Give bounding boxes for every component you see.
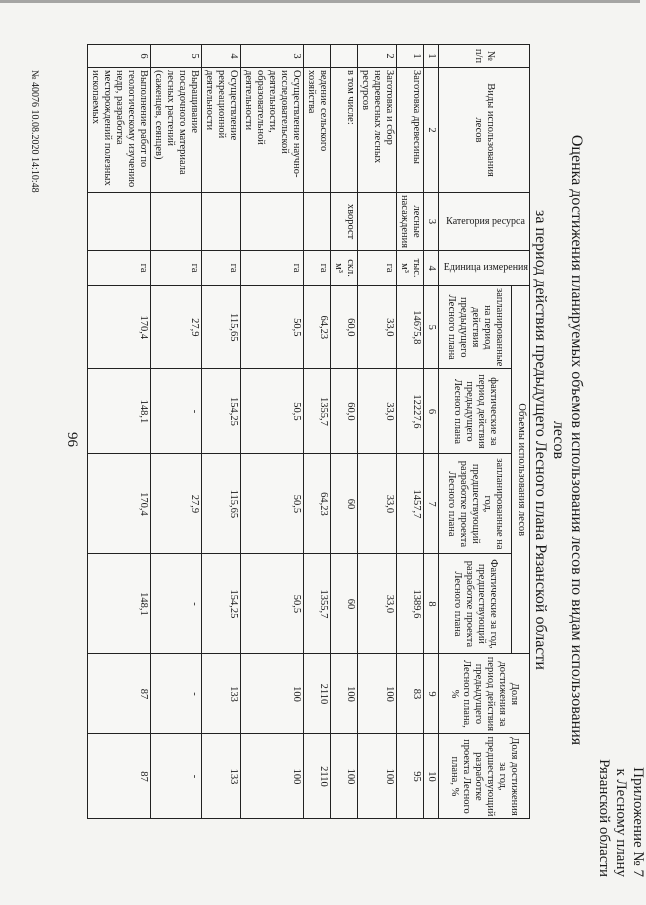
cell-c9: 133: [201, 654, 240, 734]
table-row: [330, 45, 357, 819]
cell-c6: 60,0: [330, 369, 357, 454]
cell-c10: 2110: [303, 734, 330, 819]
cell-type: Выполнение работ по геологическому изучению недр, разработка месторождений полезных ископаемых: [87, 68, 150, 193]
cell-c6: 33,0: [357, 369, 396, 454]
hdr-category-text: Категория ресурса: [446, 215, 526, 227]
cell-c7: 170,4: [87, 454, 150, 554]
usage-table: [87, 44, 530, 819]
cell-n: 2: [357, 45, 396, 68]
cell-c6: 148,1: [87, 369, 150, 454]
table-row: [201, 45, 240, 819]
hdr-planned-period: запланированные на период действия предыдущего Лесного плана: [438, 286, 512, 369]
col-num: 2: [423, 68, 438, 193]
col-number-row: [423, 45, 438, 819]
hdr-category: [438, 193, 529, 251]
cell-type: Осуществление рекреационной деятельности: [201, 68, 240, 193]
cell-c6: 1355,7: [303, 369, 330, 454]
cell-c8: 148,1: [87, 554, 150, 654]
cell-c10: -: [150, 734, 201, 819]
cell-unit: га: [87, 251, 150, 286]
cell-c7: 33,0: [357, 454, 396, 554]
table-row: [87, 45, 150, 819]
hdr-type: Виды использования лесов: [438, 68, 529, 193]
hdr-share-period: Доля достижения за период действия предыдущего Лесного плана, %: [438, 654, 529, 734]
hdr-volumes: Объемы использования лесов: [512, 286, 530, 654]
cell-c6: -: [150, 369, 201, 454]
cell-c6: 50,5: [240, 369, 303, 454]
cell-c6: 154,25: [201, 369, 240, 454]
col-num: 3: [423, 193, 438, 251]
table-row: [150, 45, 201, 819]
cell-type: в том числе:: [330, 68, 357, 193]
hdr-share-year: Доля достижения за год, предшествующий разработке проекта Лесного плана, %: [438, 734, 529, 819]
cell-type: ведение сельского хозяйства: [303, 68, 330, 193]
table-row: [303, 45, 330, 819]
cell-c8: 1355,7: [303, 554, 330, 654]
cell-n: 5: [150, 45, 201, 68]
cell-cat: хворост: [330, 193, 357, 251]
cell-c9: 100: [357, 654, 396, 734]
appendix-line-2: к Лесному плану: [613, 768, 629, 877]
cell-cat: лесные насаждения: [396, 193, 423, 251]
title-line-2: за период действия предыдущего Лесного плана Рязанской области: [532, 210, 549, 670]
cell-n: 6: [87, 45, 150, 68]
cell-n: 4: [201, 45, 240, 68]
cell-c5: 60,0: [330, 286, 357, 369]
table-row: [396, 45, 423, 819]
col-num: 1: [423, 45, 438, 68]
hdr-actual-year: Фактические за год, предшествующий разработке проекта Лесного плана: [438, 554, 512, 654]
hdr-unit: [438, 251, 529, 286]
col-num: 9: [423, 654, 438, 734]
cell-unit: га: [357, 251, 396, 286]
cell-c9: 100: [240, 654, 303, 734]
cell-c5: 33,0: [357, 286, 396, 369]
cell-type: Заготовка и сбор недревесных лесных ресурсов: [357, 68, 396, 193]
cell-unit: га: [201, 251, 240, 286]
hdr-num: № п/п: [438, 45, 529, 68]
col-num: 6: [423, 369, 438, 454]
cell-c5: 50,5: [240, 286, 303, 369]
col-num: 10: [423, 734, 438, 819]
document-title: [531, 120, 585, 760]
col-num: 4: [423, 251, 438, 286]
cell-type: Заготовка древесины: [396, 68, 423, 193]
table-row: [357, 45, 396, 819]
cell-n: 1: [396, 45, 423, 68]
cell-c7: 1457,7: [396, 454, 423, 554]
hdr-actual-period: фактические за период действия предыдущего Лесного плана: [438, 369, 512, 454]
cell-c10: 87: [87, 734, 150, 819]
cell-cat: [240, 193, 303, 251]
cell-c10: 95: [396, 734, 423, 819]
table-row: [240, 45, 303, 819]
appendix-line-1: Приложение № 7: [630, 767, 646, 877]
cell-c7: 50,5: [240, 454, 303, 554]
hdr-unit-text: Единица измерения: [443, 262, 528, 274]
appendix-line-3: Рязанской области: [596, 759, 612, 877]
cell-c10: 100: [330, 734, 357, 819]
cell-unit: га: [150, 251, 201, 286]
cell-c7: 115,65: [201, 454, 240, 554]
table-body: [87, 45, 423, 819]
cell-c9: 83: [396, 654, 423, 734]
cell-unit: скл. м³: [330, 251, 357, 286]
cell-type: Осуществление научно-исследовательской деятельности, образовательной деятельности: [240, 68, 303, 193]
cell-c5: 14675,8: [396, 286, 423, 369]
cell-c8: 33,0: [357, 554, 396, 654]
cell-c9: 100: [330, 654, 357, 734]
page-number: 96: [64, 432, 80, 447]
cell-c9: 87: [87, 654, 150, 734]
cell-cat: [87, 193, 150, 251]
col-num: 5: [423, 286, 438, 369]
cell-c10: 133: [201, 734, 240, 819]
cell-c8: 60: [330, 554, 357, 654]
cell-c9: -: [150, 654, 201, 734]
cell-c5: 170,4: [87, 286, 150, 369]
cell-cat: [303, 193, 330, 251]
col-num: 8: [423, 554, 438, 654]
cell-c5: 115,65: [201, 286, 240, 369]
cell-cat: [201, 193, 240, 251]
cell-c6: 12227,6: [396, 369, 423, 454]
cell-n: [303, 45, 330, 68]
title-line-1: Оценка достижения планируемых объемов использования лесов по видам использования лесов: [550, 134, 585, 746]
cell-unit: га: [303, 251, 330, 286]
cell-c10: 100: [357, 734, 396, 819]
cell-cat: [357, 193, 396, 251]
cell-c7: 64,23: [303, 454, 330, 554]
cell-type: Выращивание посадочного материала лесных растений (саженцев, сеянцев): [150, 68, 201, 193]
registration-footer: № 40076 10.08.2020 14:10:48: [29, 70, 40, 193]
cell-unit: тыс. м³: [396, 251, 423, 286]
col-num: 7: [423, 454, 438, 554]
cell-c8: 1389,6: [396, 554, 423, 654]
cell-c9: 2110: [303, 654, 330, 734]
hdr-planned-year: запланированные на год, предшествующий разработке проекта Лесного плана: [438, 454, 512, 554]
cell-unit: га: [240, 251, 303, 286]
cell-n: [330, 45, 357, 68]
cell-c10: 100: [240, 734, 303, 819]
cell-c5: 64,23: [303, 286, 330, 369]
cell-c7: 60: [330, 454, 357, 554]
cell-cat: [150, 193, 201, 251]
cell-n: 3: [240, 45, 303, 68]
cell-c5: 27,9: [150, 286, 201, 369]
appendix-block: [595, 759, 646, 877]
cell-c8: -: [150, 554, 201, 654]
cell-c7: 27,9: [150, 454, 201, 554]
cell-c8: 154,25: [201, 554, 240, 654]
cell-c8: 50,5: [240, 554, 303, 654]
